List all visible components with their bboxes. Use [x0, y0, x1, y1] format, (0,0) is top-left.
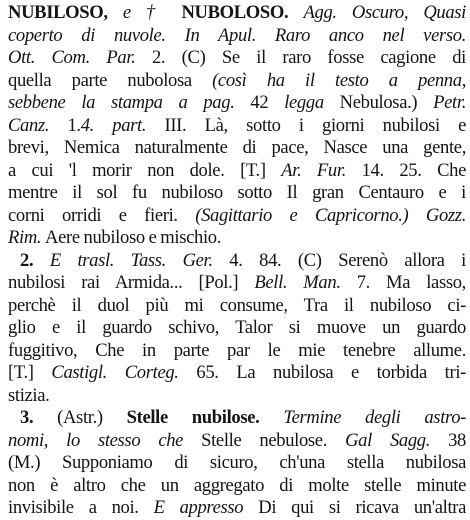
- italic-text: coperto di nuvole. In Apul. Raro anco nel verso.: [8, 24, 466, 46]
- text-line: [8, 407, 466, 430]
- text-run: corni orridi e fieri.: [8, 204, 196, 226]
- text-run: Stelle nebulose.: [201, 429, 346, 451]
- text-run: 1.: [67, 114, 81, 136]
- text-run: 42: [250, 92, 285, 113]
- text-line: [8, 497, 466, 520]
- italic-text: Bell. Man.: [254, 272, 357, 293]
- text-line: [8, 295, 466, 318]
- text-line: [8, 227, 466, 250]
- text-line: [8, 2, 466, 25]
- text-line: [8, 47, 466, 70]
- italic-text: 4.: [80, 114, 113, 136]
- text-run: mentre il sol fu nubiloso sotto Il gran Centauro e i: [8, 182, 466, 203]
- text-line: [8, 25, 466, 48]
- text-line: [8, 317, 466, 340]
- text-run: invisibile a noi.: [8, 497, 154, 518]
- text-line: [8, 160, 466, 183]
- text-line: [8, 182, 466, 205]
- text-run: [T.]: [8, 362, 52, 383]
- text-line: [8, 115, 466, 138]
- text-run: 2. (C) Se il raro fosse cagione di: [151, 47, 466, 68]
- text-line: [8, 205, 466, 228]
- italic-text: E trasl. Tass. Ger.: [49, 249, 230, 271]
- italic-text: legga: [284, 92, 340, 113]
- italic-text: Rim.: [8, 227, 45, 248]
- italic-text: e †: [122, 2, 182, 23]
- text-run: stizia.: [8, 384, 50, 406]
- text-run: 65. La nubilosa e torbida tri-: [196, 362, 466, 383]
- bold-text: NUBILOSO,: [8, 2, 123, 23]
- text-run: 14. 25. Che: [361, 159, 466, 181]
- text-run: 4. 84. (C) Serenò allora i: [229, 249, 466, 271]
- italic-text: Agg. Oscuro, Quasi: [303, 2, 466, 23]
- italic-text: Termine degli astro-: [283, 407, 466, 428]
- bold-text: NUBOLOSO.: [181, 2, 304, 23]
- text-run: a cui 'l morir non dole. [T.]: [8, 159, 282, 181]
- text-line: [8, 385, 466, 408]
- text-run: quella parte nubolosa: [8, 69, 213, 91]
- text-line: [8, 250, 466, 273]
- text-run: fuggitivo, Che in parte par le mie tenebre allume.: [8, 339, 466, 361]
- italic-text: (così ha il testo a penna,: [212, 69, 466, 91]
- bold-text: Stelle nubilose.: [126, 407, 284, 428]
- italic-text: sebbene la stampa a pag.: [8, 92, 251, 113]
- text-run: nubilosi rai Armida... [Pol.]: [8, 272, 255, 293]
- bold-text: 3.: [20, 407, 58, 428]
- text-run: Aere nubiloso e mischio.: [45, 227, 222, 248]
- italic-text: nomi, lo stesso che: [8, 429, 202, 451]
- text-run: glio e il guardo schivo, Talor si muove un guardo: [8, 317, 466, 338]
- bold-text: 2.: [20, 249, 50, 271]
- italic-text: Petr.: [433, 92, 466, 113]
- italic-text: Ar. Fur.: [281, 159, 362, 181]
- text-line: [8, 362, 466, 385]
- text-run: (M.) Supponiamo di sicuro, ch'una stella nubilosa: [8, 452, 466, 473]
- text-run: Di qui si ricava un'altra: [258, 497, 466, 518]
- italic-text: part.: [112, 114, 165, 136]
- text-line: [8, 92, 466, 115]
- text-line: [8, 137, 466, 160]
- text-run: 7. Ma lasso,: [356, 272, 466, 293]
- text-run: III. Là, sotto i giorni nubilosi e: [164, 114, 466, 136]
- text-run: brevi, Nemica naturalmente di pace, Nasce una gente,: [8, 137, 466, 158]
- italic-text: (Sagittario e Capricorno.) Gozz.: [195, 204, 466, 226]
- text-run: 38: [448, 429, 466, 451]
- text-line: [8, 272, 466, 295]
- text-run: perchè il duol più mi consume, Tra il nubiloso ci-: [8, 294, 466, 316]
- text-line: [8, 340, 466, 363]
- italic-text: Castigl. Corteg.: [51, 362, 197, 383]
- italic-text: Canz.: [8, 114, 68, 136]
- text-run: non è altro che un aggregato di molte stelle minute: [8, 474, 466, 496]
- text-run: Nebulosa.): [339, 92, 434, 113]
- text-line: [8, 70, 466, 93]
- italic-text: Ott. Com. Par.: [8, 47, 152, 68]
- text-line: [8, 452, 466, 475]
- italic-text: Gal Sagg.: [345, 429, 449, 451]
- text-line: [8, 430, 466, 453]
- italic-text: E appresso: [153, 497, 259, 518]
- text-run: (Astr.): [57, 407, 127, 428]
